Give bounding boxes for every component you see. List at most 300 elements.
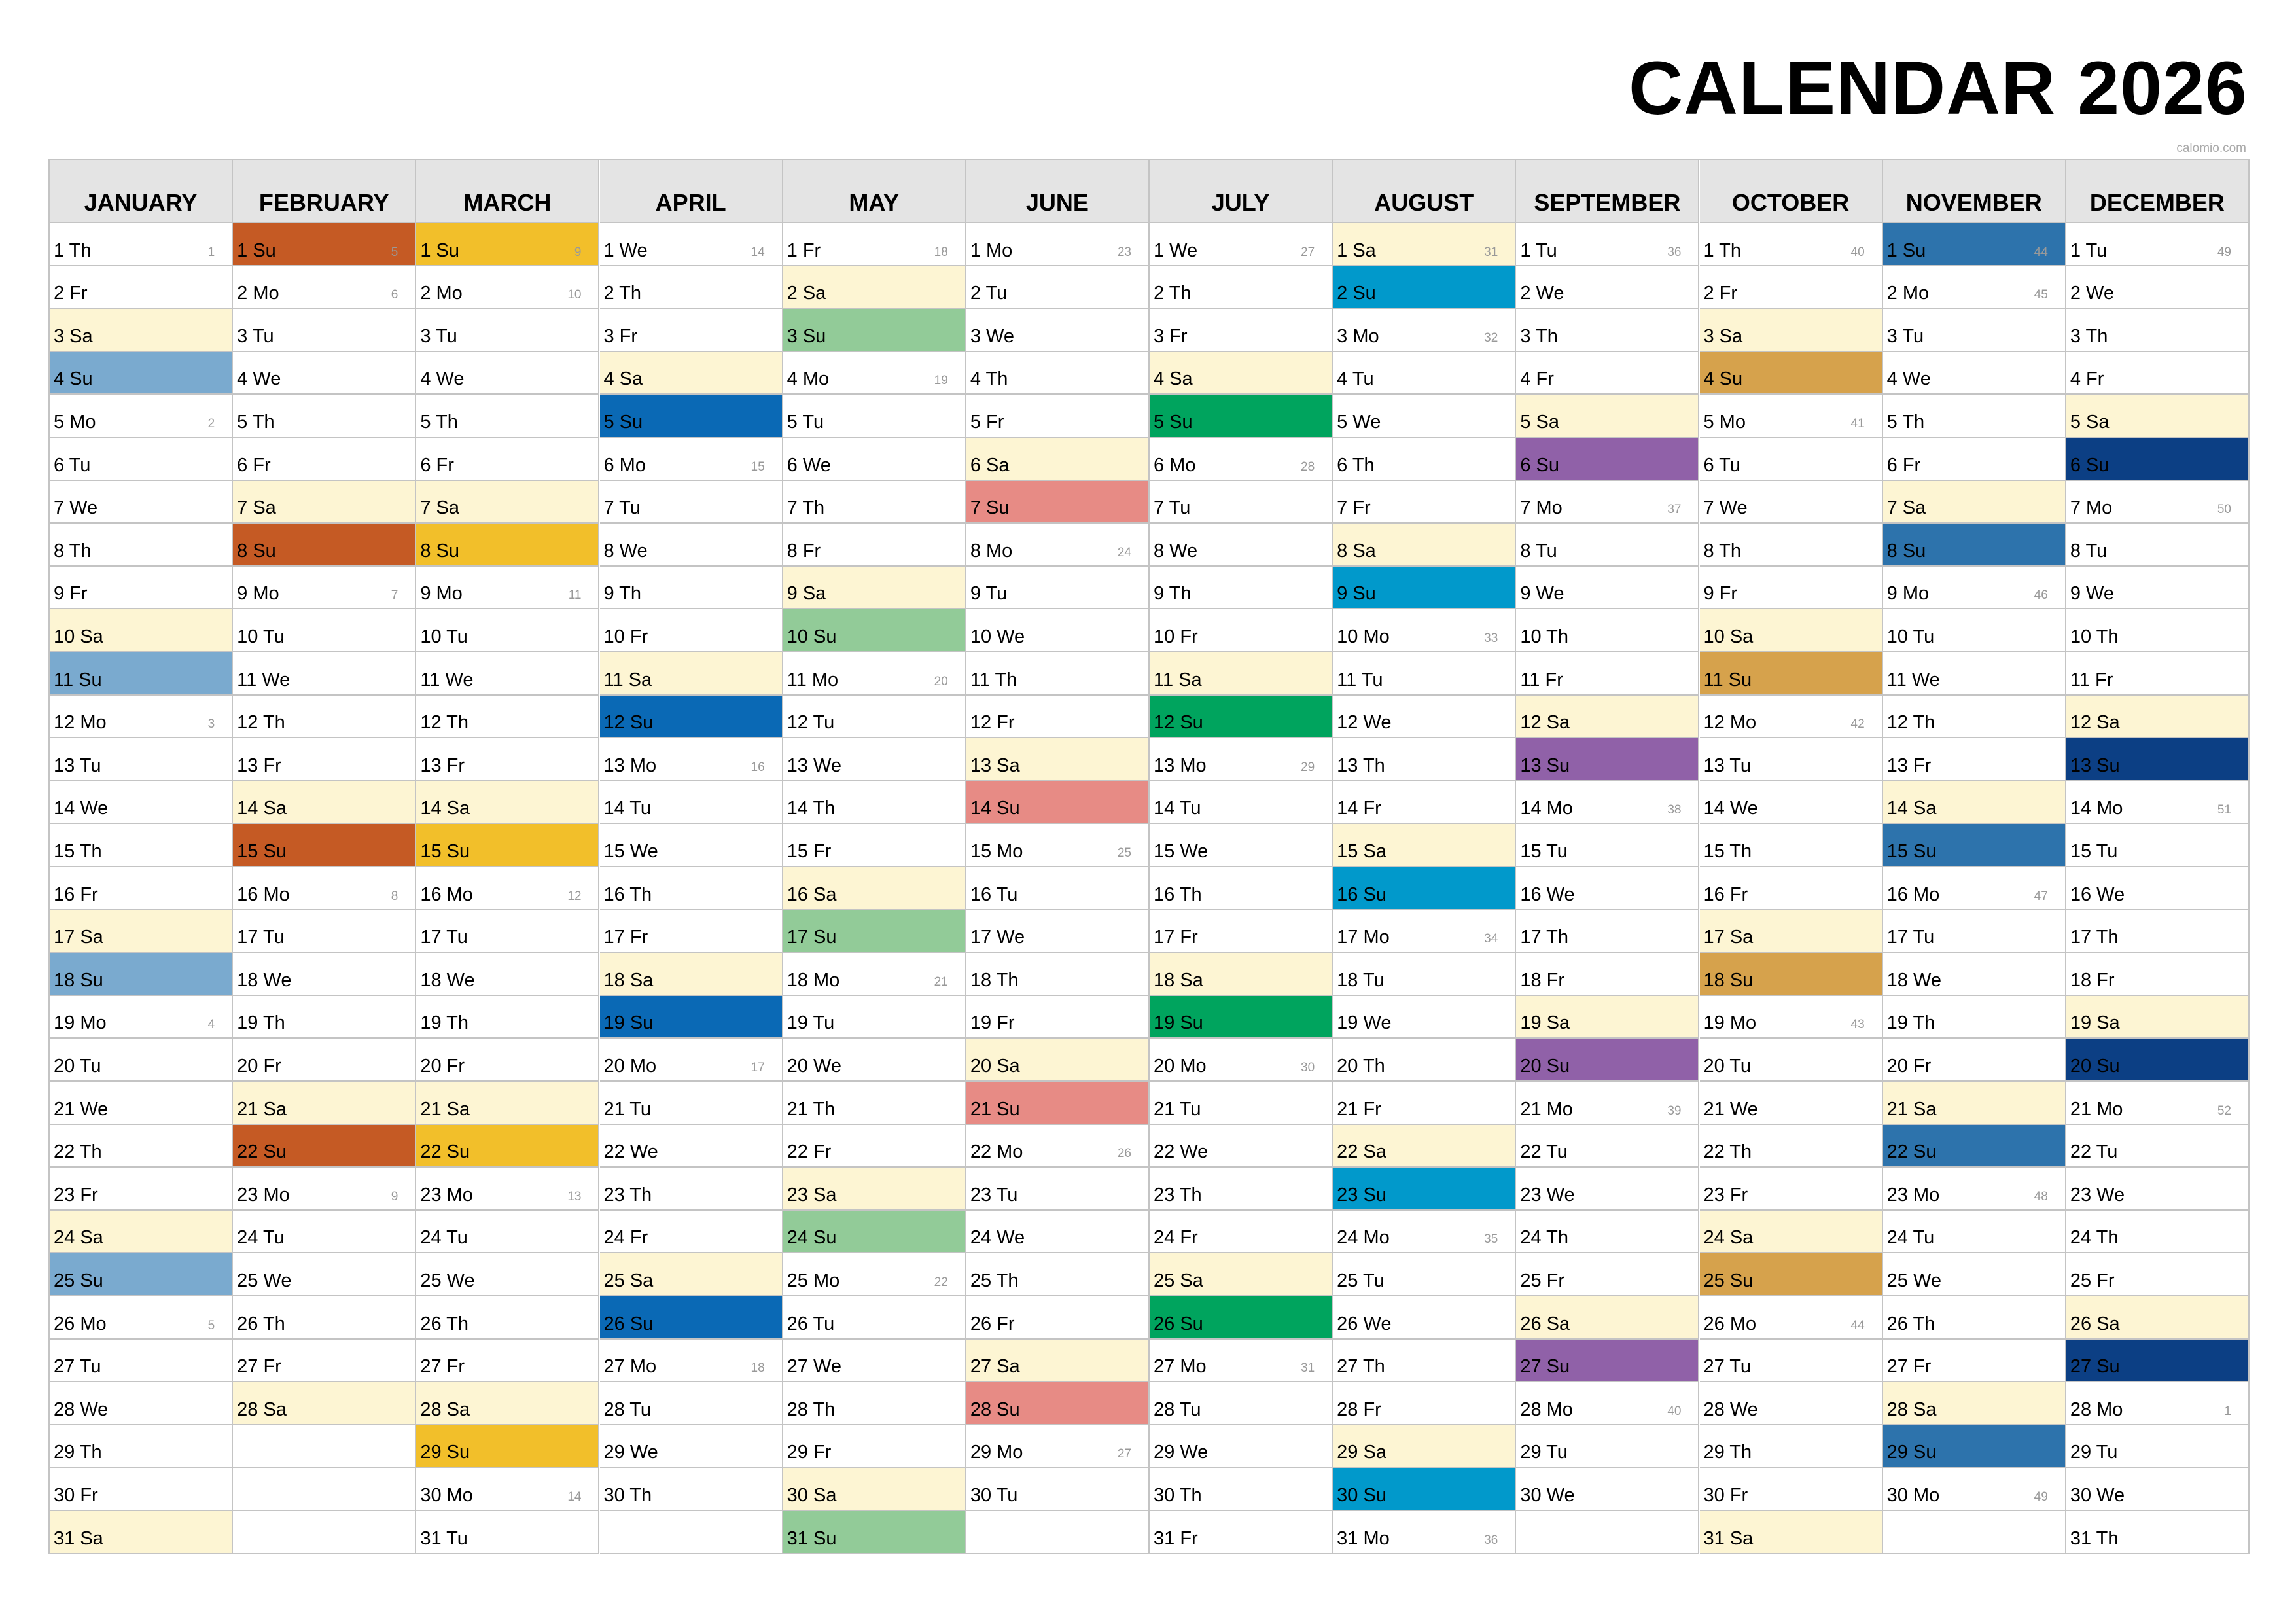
day-cell [416,1511,599,1554]
day-cell [50,352,233,395]
week-number: 38 [1667,803,1682,817]
day-cell [1883,953,2066,996]
day-cell [966,395,1150,438]
day-label: 6 Su [1520,454,1559,476]
day-cell [1883,1039,2066,1082]
day-label: 28 We [1703,1399,1758,1420]
day-label: 25 We [1886,1270,1941,1291]
week-number: 11 [568,588,582,603]
day-cell [233,438,416,481]
day-cell [1150,395,1333,438]
day-label: 25 Th [970,1270,1019,1291]
day-cell [416,652,599,696]
week-number: 23 [1117,245,1131,259]
day-cell [50,1511,233,1554]
day-label: 4 Th [970,368,1008,390]
day-label: 1 Fr [786,240,821,261]
week-number: 29 [1301,760,1315,774]
day-label: 19 Mo [54,1012,107,1034]
day-label: 26 Sa [1520,1313,1570,1334]
day-cell [1700,1168,1883,1211]
day-label: 11 We [1886,669,1940,690]
day-cell [1150,1296,1333,1340]
day-cell [1700,1039,1883,1082]
day-cell [1150,1039,1333,1082]
day-label: 20 Mo [1154,1055,1207,1077]
day-label: 16 Th [1154,883,1202,905]
day-cell [416,352,599,395]
day-cell [600,738,783,781]
day-cell [50,824,233,867]
day-label: 22 Fr [786,1141,832,1163]
month-column-december [2066,160,2250,1554]
day-cell [50,910,233,954]
day-label: 17 Su [786,927,837,948]
day-cell [233,652,416,696]
day-cell [600,1039,783,1082]
day-cell [1516,652,1699,696]
day-cell [600,1425,783,1469]
day-label: 20 Th [1337,1055,1385,1077]
day-label: 30 Th [603,1484,652,1506]
day-cell [600,395,783,438]
day-cell [783,1340,966,1383]
day-cell [416,481,599,524]
day-cell [1883,609,2066,652]
day-label: 4 Fr [2070,368,2104,390]
day-label: 1 Sa [1337,240,1376,261]
month-header: APRIL [600,160,783,223]
day-label: 1 Mo [970,240,1013,261]
day-cell [966,1340,1150,1383]
day-label: 23 Su [1337,1184,1386,1205]
day-cell [1883,1468,2066,1511]
day-cell [2066,609,2250,652]
empty-cell [1883,1511,2066,1554]
day-label: 18 Tu [1337,969,1385,991]
day-label: 30 We [1520,1484,1575,1506]
day-label: 3 Th [1520,325,1558,347]
day-cell [1150,824,1333,867]
day-label: 6 Fr [420,454,454,476]
day-label: 22 Sa [1337,1141,1386,1163]
day-cell [966,1168,1150,1211]
day-label: 23 Th [1154,1184,1202,1205]
day-cell [1150,996,1333,1039]
day-label: 21 Mo [2070,1098,2123,1120]
day-label: 29 Tu [2070,1442,2118,1463]
day-label: 6 We [786,454,831,476]
day-cell [1883,1125,2066,1168]
day-label: 2 Fr [54,283,88,304]
day-label: 15 Tu [1520,840,1568,862]
day-cell [1333,309,1516,352]
day-label: 19 Th [237,1012,285,1034]
day-label: 23 Mo [420,1184,473,1205]
day-cell [1150,1468,1333,1511]
week-number: 40 [1850,245,1865,259]
day-label: 10 Fr [1154,626,1198,647]
day-cell [416,824,599,867]
day-cell [600,1082,783,1125]
day-label: 27 Su [2070,1356,2120,1378]
day-cell [966,652,1150,696]
day-cell [1150,609,1333,652]
day-label: 20 We [786,1055,841,1077]
day-cell [600,1125,783,1168]
day-label: 7 Mo [2070,497,2113,519]
day-cell [600,609,783,652]
week-number: 40 [1667,1404,1682,1418]
day-label: 7 Sa [237,497,276,519]
week-number: 14 [751,245,765,259]
day-label: 10 We [970,626,1025,647]
day-cell [1150,1340,1333,1383]
day-cell [416,1425,599,1469]
day-label: 16 We [1520,883,1575,905]
day-label: 9 Sa [786,583,826,605]
day-label: 30 Mo [420,1484,473,1506]
day-label: 11 Su [54,669,102,690]
week-number: 27 [1301,245,1315,259]
day-cell [416,223,599,266]
day-cell [416,953,599,996]
day-label: 12 Fr [970,712,1015,734]
month-column-april [600,160,783,1554]
month-column-march [416,160,599,1554]
day-cell [966,524,1150,567]
month-header: AUGUST [1333,160,1516,223]
day-label: 20 Mo [603,1055,657,1077]
day-cell [783,1211,966,1254]
day-label: 15 Mo [970,840,1023,862]
day-cell [2066,1125,2250,1168]
day-label: 26 Th [1886,1313,1935,1334]
day-cell [416,996,599,1039]
day-label: 21 Tu [1154,1098,1201,1120]
day-cell [1516,1039,1699,1082]
day-label: 7 Sa [1886,497,1926,519]
week-number: 41 [1850,416,1865,431]
day-cell [416,1340,599,1383]
day-cell [1150,1511,1333,1554]
day-cell [416,910,599,954]
day-cell [1883,696,2066,739]
week-number: 1 [2224,1404,2231,1418]
day-label: 21 Sa [1886,1098,1937,1120]
day-cell [783,266,966,310]
empty-cell [233,1511,416,1554]
day-cell [1150,1082,1333,1125]
day-label: 16 Tu [970,883,1018,905]
day-label: 17 Fr [1154,927,1198,948]
day-label: 24 Mo [1337,1227,1390,1249]
day-label: 30 Sa [786,1484,837,1506]
day-label: 28 Tu [1154,1399,1201,1420]
day-cell [233,1168,416,1211]
day-label: 11 We [420,669,474,690]
day-label: 18 Fr [1520,969,1565,991]
day-label: 1 Tu [1520,240,1557,261]
day-cell [966,1125,1150,1168]
day-cell [966,223,1150,266]
day-cell [50,223,233,266]
day-label: 19 Sa [1520,1012,1570,1034]
day-cell [416,395,599,438]
day-cell [1883,438,2066,481]
day-cell [1700,910,1883,954]
day-cell [1883,524,2066,567]
day-cell [1333,867,1516,910]
day-label: 3 Tu [420,325,457,347]
day-label: 29 Su [420,1442,470,1463]
day-cell [50,567,233,610]
day-cell [1150,910,1333,954]
week-number: 1 [207,245,215,259]
day-label: 5 We [1337,411,1381,433]
day-cell [2066,652,2250,696]
day-label: 18 We [1886,969,1941,991]
day-label: 30 Th [1154,1484,1202,1506]
day-cell [783,1082,966,1125]
day-cell [783,910,966,954]
day-label: 5 Sa [1520,411,1559,433]
week-number: 17 [751,1060,765,1075]
day-label: 16 Fr [54,883,98,905]
day-label: 10 Mo [1337,626,1390,647]
day-label: 11 Sa [603,669,652,690]
day-cell [783,223,966,266]
day-label: 22 We [1154,1141,1209,1163]
week-number: 12 [567,889,582,903]
day-cell [1516,438,1699,481]
day-cell [966,309,1150,352]
day-cell [1516,910,1699,954]
day-label: 8 Tu [1520,540,1557,562]
day-label: 5 Mo [1703,411,1746,433]
day-label: 1 Th [1703,240,1742,261]
week-number: 30 [1301,1060,1315,1075]
day-cell [1883,1211,2066,1254]
day-label: 13 Su [1520,755,1570,776]
day-label: 28 Mo [1520,1399,1573,1420]
day-cell [1700,738,1883,781]
day-cell [2066,481,2250,524]
day-label: 26 We [1337,1313,1392,1334]
day-label: 29 Th [54,1442,102,1463]
day-label: 2 We [2070,283,2114,304]
day-label: 15 Th [54,840,102,862]
day-label: 2 Mo [237,283,279,304]
empty-cell [600,1511,783,1554]
day-label: 28 We [54,1399,109,1420]
day-cell [233,266,416,310]
day-cell [1333,781,1516,825]
day-cell [416,1382,599,1425]
day-label: 11 Fr [1520,669,1563,690]
day-label: 28 Sa [420,1399,470,1420]
day-label: 26 Mo [54,1313,107,1334]
day-cell [966,910,1150,954]
day-label: 27 Fr [420,1356,465,1378]
day-label: 6 Th [1337,454,1375,476]
day-label: 2 We [1520,283,1564,304]
day-label: 21 Th [786,1098,836,1120]
day-label: 9 We [1520,583,1564,605]
day-cell [1700,609,1883,652]
day-cell [233,696,416,739]
day-cell [1883,1425,2066,1469]
day-label: 12 Sa [1520,712,1570,734]
day-label: 28 Sa [1886,1399,1937,1420]
day-cell [600,524,783,567]
day-label: 18 Sa [603,969,654,991]
day-cell [600,652,783,696]
day-label: 28 Fr [1337,1399,1381,1420]
day-label: 6 Su [2070,454,2110,476]
day-cell [783,1425,966,1469]
day-cell [1700,996,1883,1039]
day-cell [1150,953,1333,996]
day-label: 2 Th [603,283,642,304]
day-label: 21 Fr [1337,1098,1381,1120]
day-cell [50,309,233,352]
day-cell [1516,524,1699,567]
day-label: 7 Tu [1154,497,1191,519]
day-cell [1333,738,1516,781]
day-label: 22 Th [54,1141,102,1163]
day-cell [416,1082,599,1125]
day-cell [416,567,599,610]
day-label: 12 Mo [54,712,107,734]
day-cell [233,1253,416,1296]
empty-cell [966,1511,1150,1554]
day-label: 27 Mo [1154,1356,1207,1378]
day-cell [783,996,966,1039]
day-label: 12 Su [1154,712,1203,734]
week-number: 33 [1484,631,1498,645]
day-label: 9 Fr [1703,583,1738,605]
day-cell [1883,567,2066,610]
day-cell [233,395,416,438]
day-cell [2066,1168,2250,1211]
day-label: 24 Th [2070,1227,2119,1249]
day-label: 23 Fr [54,1184,98,1205]
day-cell [966,1425,1150,1469]
month-column-october [1700,160,1883,1554]
day-label: 1 We [1154,240,1198,261]
day-cell [1333,1382,1516,1425]
month-column-february [233,160,416,1554]
day-cell [233,1340,416,1383]
day-label: 4 Sa [603,368,643,390]
day-cell [2066,1425,2250,1469]
day-label: 20 Sa [970,1055,1020,1077]
day-cell [966,1296,1150,1340]
day-label: 7 Mo [1520,497,1563,519]
day-cell [1333,996,1516,1039]
week-number: 43 [1850,1018,1865,1032]
day-cell [783,1125,966,1168]
day-label: 31 Th [2070,1527,2119,1549]
credit-text: calomio.com [2176,141,2246,155]
day-cell [1700,352,1883,395]
day-label: 3 We [970,325,1014,347]
day-cell [966,266,1150,310]
day-label: 5 Th [1886,411,1925,433]
week-number: 37 [1667,503,1682,517]
month-column-june [966,160,1150,1554]
day-cell [783,1382,966,1425]
day-cell [1883,738,2066,781]
day-label: 2 Fr [1703,283,1738,304]
day-label: 8 We [603,540,648,562]
day-cell [600,996,783,1039]
day-label: 22 Su [237,1141,287,1163]
day-cell [1333,481,1516,524]
day-label: 19 We [1337,1012,1392,1034]
day-label: 31 Su [786,1527,837,1549]
day-cell [416,696,599,739]
day-cell [416,1468,599,1511]
day-label: 17 Sa [54,927,103,948]
day-cell [1883,309,2066,352]
day-cell [1333,438,1516,481]
day-label: 14 Sa [237,798,287,819]
day-cell [50,996,233,1039]
day-cell [783,1468,966,1511]
week-number: 24 [1117,545,1131,560]
day-cell [50,738,233,781]
day-label: 1 We [603,240,648,261]
day-label: 5 Fr [970,411,1004,433]
day-label: 11 Th [970,669,1017,690]
day-cell [1700,1211,1883,1254]
day-cell [233,309,416,352]
day-label: 13 Fr [1886,755,1932,776]
day-cell [783,1168,966,1211]
day-cell [50,524,233,567]
day-cell [1150,1168,1333,1211]
day-label: 25 Sa [603,1270,654,1291]
day-label: 13 We [786,755,841,776]
day-label: 27 Fr [1886,1356,1932,1378]
day-cell [966,738,1150,781]
day-cell [1516,696,1699,739]
day-label: 3 Tu [237,325,274,347]
day-label: 31 Sa [1703,1527,1754,1549]
day-cell [1883,1082,2066,1125]
day-label: 20 Fr [1886,1055,1932,1077]
day-label: 7 Fr [1337,497,1371,519]
day-label: 24 Tu [420,1227,468,1249]
day-label: 2 Mo [420,283,463,304]
day-label: 14 Mo [1520,798,1573,819]
day-label: 1 Su [237,240,276,261]
day-cell [966,953,1150,996]
day-cell [783,1511,966,1554]
day-cell [600,266,783,310]
day-label: 29 Mo [970,1442,1023,1463]
week-number: 10 [567,288,582,302]
day-label: 12 Th [1886,712,1935,734]
day-label: 27 Su [1520,1356,1570,1378]
day-label: 15 Sa [1337,840,1386,862]
day-cell [966,1211,1150,1254]
day-cell [600,438,783,481]
week-number: 32 [1484,330,1498,345]
day-cell [2066,309,2250,352]
